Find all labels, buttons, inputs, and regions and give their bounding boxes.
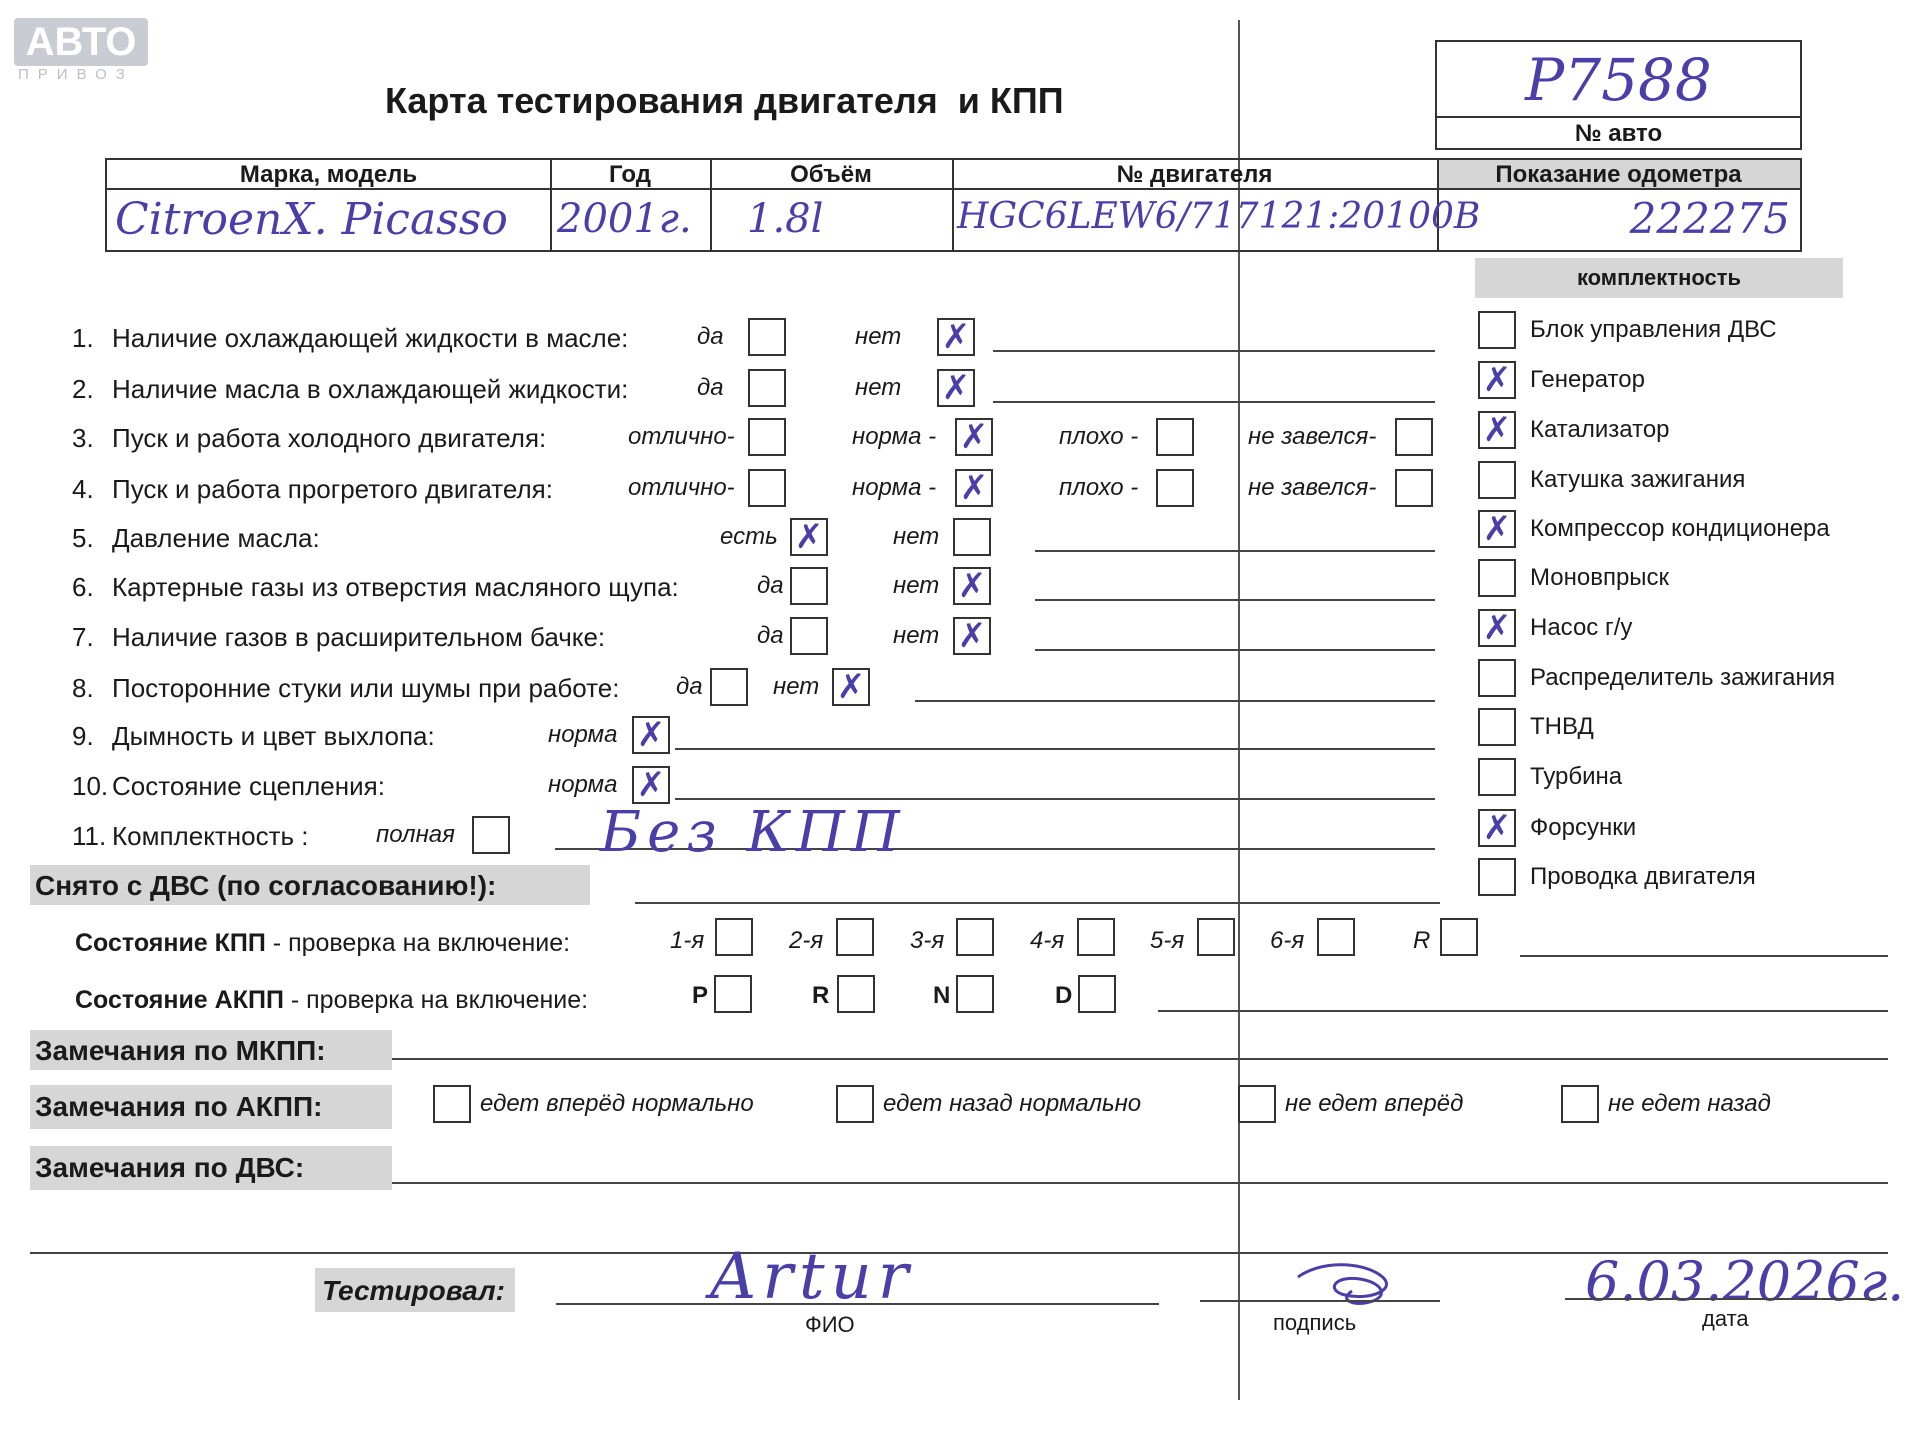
check-3-text: Пуск и работа холодного двигателя: <box>112 423 547 453</box>
tester-name-line <box>556 1303 1159 1305</box>
kpp-gear-4-label: 4-я <box>1030 927 1065 954</box>
col-header-model: Марка, модель <box>239 161 418 188</box>
akpp-line <box>1158 1010 1888 1012</box>
check-5-option-2-checkbox[interactable] <box>953 518 991 556</box>
check-4-text: Пуск и работа прогретого двигателя: <box>112 474 553 504</box>
completeness-note: Без КПП <box>600 800 906 865</box>
akpp-remark-2-label: едет назад нормально <box>883 1090 1142 1117</box>
check-8-line <box>915 700 1435 702</box>
check-7-text: Наличие газов в расширительном бачке: <box>112 622 606 652</box>
check-11-number: 11. <box>72 821 107 851</box>
check-6-text: Картерные газы из отверстия масляного щупа: <box>112 572 679 602</box>
check-6-option-2-label: нет <box>893 572 940 599</box>
akpp-label <box>75 986 588 1015</box>
page-title: Карта тестирования двигателя и КПП <box>385 80 1064 121</box>
kpp-gear-2-label: 2-я <box>789 927 824 954</box>
kit-item-12-checkbox[interactable] <box>1478 858 1516 896</box>
kit-item-6-checkbox[interactable] <box>1478 559 1516 597</box>
kit-item-2-checkbox[interactable] <box>1478 361 1516 399</box>
check-8-option-2-checkbox-mark: ✗ <box>836 667 866 707</box>
check-3-option-3-checkbox[interactable] <box>1156 418 1194 456</box>
check-3-option-2-label: норма - <box>852 423 937 450</box>
check-4-option-4-checkbox[interactable] <box>1395 469 1433 507</box>
check-8-option-2-checkbox[interactable] <box>832 668 870 706</box>
check-2-text: Наличие масла в охлаждающей жидкости: <box>112 374 629 404</box>
check-3-option-4-label: не завелся- <box>1248 423 1377 450</box>
kpp-gear-7-label: R <box>1413 927 1431 954</box>
check-10-text: Состояние сцепления: <box>112 771 385 801</box>
akpp-remark-1-label: едет вперёд нормально <box>480 1090 754 1117</box>
akpp-mode-3-checkbox[interactable] <box>956 975 994 1013</box>
kpp-gear-3-label: 3-я <box>910 927 945 954</box>
kpp-gear-7-checkbox[interactable] <box>1440 918 1478 956</box>
akpp-mode-1-label: P <box>692 982 709 1009</box>
kit-item-10-checkbox[interactable] <box>1478 758 1516 796</box>
check-4-option-2-checkbox-mark: ✗ <box>959 468 989 508</box>
check-5-option-1-label: есть <box>720 523 778 550</box>
check-10-option-1-checkbox-mark: ✗ <box>636 765 666 805</box>
check-8-option-1-checkbox[interactable] <box>710 668 748 706</box>
check-11-option-1-checkbox[interactable] <box>472 816 510 854</box>
check-7-line <box>1035 649 1435 651</box>
kit-item-7-checkbox-mark: ✗ <box>1482 608 1512 648</box>
kit-item-2-label: Генератор <box>1530 366 1645 393</box>
check-3-option-2-checkbox-mark: ✗ <box>959 417 989 457</box>
kpp-gear-3-checkbox[interactable] <box>956 918 994 956</box>
kit-item-8-label: Распределитель зажигания <box>1530 664 1836 691</box>
logo-main: АВТО <box>25 20 137 64</box>
check-9-number: 9. <box>72 721 94 751</box>
kit-item-5-checkbox[interactable] <box>1478 510 1516 548</box>
akpp-mode-2-label: R <box>812 982 830 1009</box>
akpp-mode-3-label: N <box>933 982 951 1009</box>
check-9-option-1-checkbox-mark: ✗ <box>636 715 666 755</box>
kit-item-9-label: ТНВД <box>1530 713 1594 740</box>
kit-item-1-checkbox[interactable] <box>1478 311 1516 349</box>
check-9-line <box>675 748 1435 750</box>
kpp-gear-6-label: 6-я <box>1270 927 1305 954</box>
check-7-option-2-checkbox-mark: ✗ <box>957 616 987 656</box>
remarks-mkpp-label: Замечания по МКПП: <box>35 1035 326 1066</box>
check-2-option-1-label: да <box>697 374 724 401</box>
date-caption: дата <box>1702 1306 1749 1331</box>
tested-label: Тестировал: <box>322 1275 505 1306</box>
test-date: 6.03.2026г. <box>1585 1250 1905 1313</box>
car-number-divider <box>1437 116 1800 118</box>
kit-item-10-label: Турбина <box>1530 763 1623 790</box>
check-10-option-1-checkbox[interactable] <box>632 766 670 804</box>
kit-item-3-label: Катализатор <box>1530 416 1670 443</box>
check-3-option-4-checkbox[interactable] <box>1395 418 1433 456</box>
kit-item-5-label: Компрессор кондиционера <box>1530 515 1830 542</box>
value-engine: HGC6LEW6/717121:20100B <box>957 196 1481 237</box>
kit-header: комплектность <box>1576 265 1742 290</box>
check-5-option-2-label: нет <box>893 523 940 550</box>
check-4-option-3-label: плохо - <box>1059 474 1139 501</box>
check-1-option-2-checkbox[interactable] <box>937 318 975 356</box>
check-1-text: Наличие охлаждающей жидкости в масле: <box>112 323 629 353</box>
signature-icon <box>1290 1255 1410 1315</box>
check-7-number: 7. <box>72 622 94 652</box>
kpp-gear-2-checkbox[interactable] <box>836 918 874 956</box>
kit-item-11-checkbox-mark: ✗ <box>1482 808 1512 848</box>
akpp-mode-2-checkbox[interactable] <box>837 975 875 1013</box>
kpp-gear-5-label: 5-я <box>1150 927 1185 954</box>
kit-item-11-label: Форсунки <box>1530 814 1637 841</box>
check-6-line <box>1035 599 1435 601</box>
check-9-option-1-checkbox[interactable] <box>632 716 670 754</box>
col-header-year: Год <box>609 161 651 188</box>
kit-item-4-label: Катушка зажигания <box>1530 466 1746 493</box>
check-3-option-2-checkbox[interactable] <box>955 418 993 456</box>
check-1-option-2-label: нет <box>855 323 902 350</box>
check-4-option-3-checkbox[interactable] <box>1156 469 1194 507</box>
akpp-remark-2-checkbox[interactable] <box>836 1085 874 1123</box>
check-7-option-2-label: нет <box>893 622 940 649</box>
check-7-option-2-checkbox[interactable] <box>953 617 991 655</box>
akpp-mode-4-label: D <box>1055 982 1073 1009</box>
check-9-text: Дымность и цвет выхлопа: <box>112 721 435 751</box>
date-line <box>1565 1298 1887 1300</box>
check-5-text: Давление масла: <box>112 523 320 553</box>
check-8-option-1-label: да <box>676 673 703 700</box>
car-number-value: P7588 <box>1525 46 1712 114</box>
check-8-option-2-label: нет <box>773 673 820 700</box>
col-header-volume: Объём <box>790 161 872 188</box>
check-5-number: 5. <box>72 523 94 553</box>
tester-name: Artur <box>710 1240 915 1314</box>
check-2-option-2-label: нет <box>855 374 902 401</box>
remarks-akpp-label: Замечания по АКПП: <box>35 1091 323 1122</box>
check-4-number: 4. <box>72 474 94 504</box>
check-11-text: Комплектность : <box>112 821 309 851</box>
akpp-mode-4-checkbox[interactable] <box>1078 975 1116 1013</box>
check-2-option-1-checkbox[interactable] <box>748 369 786 407</box>
col-header-odometer: Показание одометра <box>1495 161 1742 188</box>
signature-stroke <box>1298 1265 1387 1304</box>
check-4-option-1-label: отлично- <box>628 474 735 501</box>
check-3-option-1-label: отлично- <box>628 423 735 450</box>
kit-item-2-checkbox-mark: ✗ <box>1482 360 1512 400</box>
akpp-remark-4-label: не едет назад <box>1608 1090 1771 1117</box>
check-4-option-1-checkbox[interactable] <box>748 469 786 507</box>
logo-sub: ПРИВОЗ <box>18 66 134 83</box>
kit-item-12-label: Проводка двигателя <box>1530 863 1756 890</box>
value-model: CitroenX. Picasso <box>115 194 508 245</box>
akpp-remark-3-checkbox[interactable] <box>1238 1085 1276 1123</box>
check-3-number: 3. <box>72 423 94 453</box>
check-5-line <box>1035 550 1435 552</box>
check-6-option-1-label: да <box>757 572 784 599</box>
removed-label: Снято с ДВС (по согласованию!): <box>35 870 497 901</box>
check-4-option-2-label: норма - <box>852 474 937 501</box>
signature-caption: подпись <box>1273 1310 1357 1335</box>
kpp-line <box>1520 955 1888 957</box>
check-2-number: 2. <box>72 374 94 404</box>
remarks-dvs-line-1 <box>392 1182 1888 1184</box>
akpp-label-bold: Состояние АКПП <box>75 986 284 1014</box>
check-8-number: 8. <box>72 673 94 703</box>
remarks-mkpp-line <box>392 1058 1888 1060</box>
akpp-remark-3-label: не едет вперёд <box>1285 1090 1464 1117</box>
kit-item-8-checkbox[interactable] <box>1478 659 1516 697</box>
check-3-option-1-checkbox[interactable] <box>748 418 786 456</box>
check-2-option-2-checkbox-mark: ✗ <box>941 368 971 408</box>
check-9-option-1-label: норма <box>548 721 618 748</box>
kit-item-7-label: Насос г/у <box>1530 614 1633 641</box>
logo <box>14 18 148 66</box>
check-6-option-1-checkbox[interactable] <box>790 567 828 605</box>
kit-item-6-label: Моновпрыск <box>1530 564 1670 591</box>
check-5-option-1-checkbox-mark: ✗ <box>794 517 824 557</box>
check-3-option-3-label: плохо - <box>1059 423 1139 450</box>
kpp-label-bold: Состояние КПП <box>75 929 266 957</box>
check-6-number: 6. <box>72 572 94 602</box>
check-7-option-1-label: да <box>757 622 784 649</box>
check-1-option-1-label: да <box>697 323 724 350</box>
value-odometer: 222275 <box>1629 194 1790 243</box>
kpp-gear-6-checkbox[interactable] <box>1317 918 1355 956</box>
akpp-mode-1-checkbox[interactable] <box>714 975 752 1013</box>
kit-item-7-checkbox[interactable] <box>1478 609 1516 647</box>
kit-item-1-label: Блок управления ДВС <box>1530 316 1777 343</box>
check-2-line <box>993 401 1435 403</box>
col-header-engine: № двигателя <box>1116 161 1273 188</box>
check-11-option-1-label: полная <box>376 821 455 848</box>
check-6-option-2-checkbox[interactable] <box>953 567 991 605</box>
check-1-option-2-checkbox-mark: ✗ <box>941 317 971 357</box>
check-1-number: 1. <box>72 323 94 353</box>
kpp-gear-4-checkbox[interactable] <box>1077 918 1115 956</box>
kpp-gear-1-label: 1-я <box>670 927 705 954</box>
value-volume: 1.8l <box>747 196 824 242</box>
akpp-label-rest: - проверка на включение: <box>283 986 589 1014</box>
tester-name-caption: ФИО <box>805 1312 855 1337</box>
kit-item-5-checkbox-mark: ✗ <box>1482 509 1512 549</box>
check-2-option-2-checkbox[interactable] <box>937 369 975 407</box>
removed-line <box>635 902 1440 904</box>
check-1-option-1-checkbox[interactable] <box>748 318 786 356</box>
check-4-option-2-checkbox[interactable] <box>955 469 993 507</box>
check-7-option-1-checkbox[interactable] <box>790 617 828 655</box>
check-8-text: Посторонние стуки или шумы при работе: <box>112 673 620 703</box>
kpp-label <box>75 929 570 958</box>
kpp-gear-5-checkbox[interactable] <box>1197 918 1235 956</box>
check-1-line <box>993 350 1435 352</box>
car-number-box <box>1435 40 1802 150</box>
kpp-gear-1-checkbox[interactable] <box>715 918 753 956</box>
akpp-remark-1-checkbox[interactable] <box>433 1085 471 1123</box>
check-6-option-2-checkbox-mark: ✗ <box>957 566 987 606</box>
kit-item-11-checkbox[interactable] <box>1478 809 1516 847</box>
kit-item-4-checkbox[interactable] <box>1478 461 1516 499</box>
remarks-dvs-label: Замечания по ДВС: <box>35 1152 305 1183</box>
akpp-remark-4-checkbox[interactable] <box>1561 1085 1599 1123</box>
check-10-option-1-label: норма <box>548 771 618 798</box>
check-10-number: 10. <box>72 771 109 801</box>
kit-item-3-checkbox-mark: ✗ <box>1482 410 1512 450</box>
signature-line <box>1200 1300 1440 1302</box>
check-4-option-4-label: не завелся- <box>1248 474 1377 501</box>
check-5-option-1-checkbox[interactable] <box>790 518 828 556</box>
header-table <box>105 158 1802 252</box>
value-year: 2001г. <box>557 196 692 242</box>
kit-item-3-checkbox[interactable] <box>1478 411 1516 449</box>
kit-item-9-checkbox[interactable] <box>1478 708 1516 746</box>
kpp-label-rest: - проверка на включение: <box>265 929 571 957</box>
car-number-label: № авто <box>1574 120 1663 147</box>
